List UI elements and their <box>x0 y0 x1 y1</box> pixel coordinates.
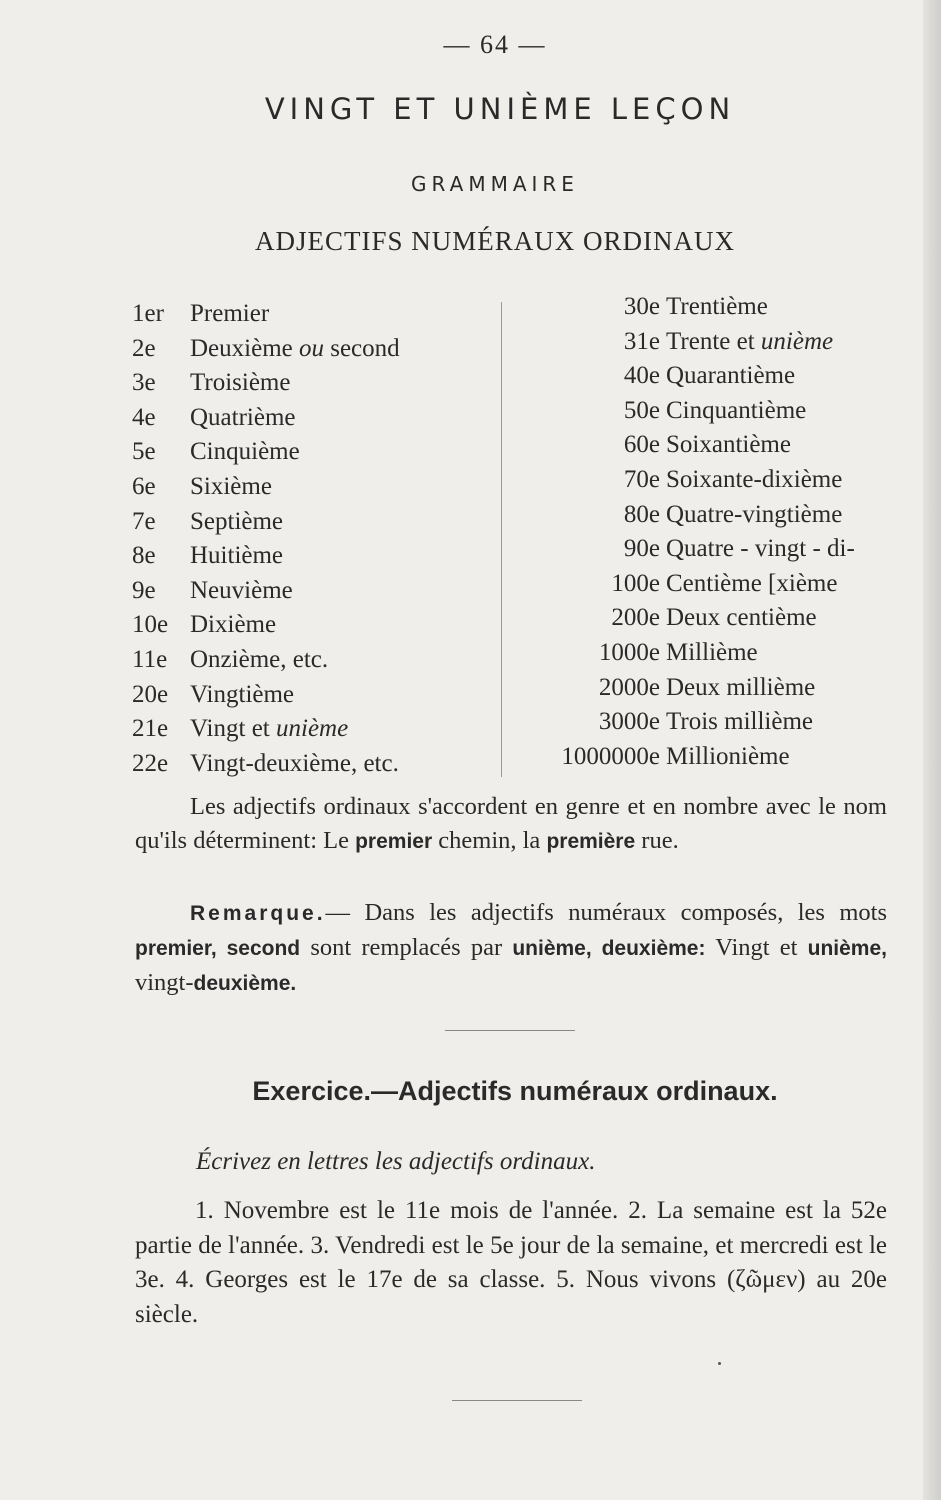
ordinal-italic: ou <box>298 334 324 362</box>
ordinal-row <box>132 750 502 785</box>
ordinal-number: 22e <box>132 749 169 777</box>
ordinal-row <box>512 501 902 536</box>
ordinal-row <box>512 328 902 363</box>
ordinal-word: Soixantième <box>666 431 791 459</box>
ordinal-row <box>512 743 902 778</box>
ordinal-word: Quatrième <box>190 403 296 431</box>
ordinal-word: Soixante-dixième <box>666 465 843 493</box>
ordinal-number: 100e <box>611 569 660 597</box>
ordinal-word: Trois millième <box>666 708 814 736</box>
remark-label: Remarque. <box>190 902 326 925</box>
ordinal-word: Cinquième <box>190 438 300 466</box>
page-edge <box>923 0 941 1500</box>
ordinal-word: Vingt-deuxième, etc. <box>190 749 399 777</box>
ordinal-number: 90e <box>623 535 660 563</box>
column-divider <box>501 302 502 777</box>
ordinal-word: Centième [xième <box>666 569 838 597</box>
section-heading: GRAMMAIRE <box>411 172 579 196</box>
ordinal-row <box>512 397 902 432</box>
ordinal-number: 50e <box>623 396 660 424</box>
ordinal-row <box>512 431 902 466</box>
bold-text: deuxième. <box>193 972 297 995</box>
ordinal-number: 10e <box>132 611 169 639</box>
ordinal-number: 6e <box>132 472 156 500</box>
ordinal-number: 1000e <box>598 638 660 666</box>
separator-line <box>445 1030 575 1031</box>
ordinal-row <box>512 466 902 501</box>
ordinal-number: 31e <box>623 327 660 355</box>
ordinal-word: Premier <box>190 300 270 327</box>
ordinal-number: 1er <box>132 300 164 327</box>
exercise-title: Exercice.—Adjectifs numéraux ordinaux. <box>252 1076 778 1106</box>
exercise-instruction: Écrivez en lettres les adjectifs ordinaux. <box>196 1148 596 1175</box>
ordinal-number: 2e <box>132 334 156 362</box>
text: Les adjectifs ordinaux s'accordent en genre et en nombre avec le nom qu'ils déterminent: Le <box>135 793 887 854</box>
text: chemin, la <box>432 827 547 854</box>
exercise-text: 1. Novembre est le 11e mois de l'année. 2. La semaine est la 52e partie de l'année. 3. Vendredi est le 5e jour de la semaine, et mercredi est le 3e. 4. Georges est le 17e de sa classe. 5. Nous vivons (ζῶμεν) au 20e siècle. <box>135 1197 887 1328</box>
lesson-title: VINGT ET UNIÈME LEÇON <box>264 92 736 126</box>
ordinal-row <box>512 708 902 743</box>
ordinal-row <box>132 300 502 335</box>
ordinal-number: 1000000e <box>561 742 660 770</box>
ordinal-number: 60e <box>623 431 660 459</box>
paragraph-agreement <box>135 790 887 859</box>
ordinal-row <box>512 604 902 639</box>
ordinal-word: Quatre-vingtième <box>666 500 843 528</box>
ordinal-word: Deux centième <box>666 604 817 632</box>
ordinal-word-rest: second <box>330 334 400 362</box>
ordinal-row <box>512 674 902 709</box>
bold-text: unième, deuxième: <box>512 937 706 960</box>
ordinal-row <box>512 570 902 605</box>
ordinal-word: Quatre - vingt - di- <box>666 535 855 563</box>
ordinal-row <box>512 639 902 674</box>
ordinal-number: 70e <box>623 465 660 493</box>
ordinal-number: 80e <box>623 500 660 528</box>
ordinal-number: 9e <box>132 576 156 604</box>
ordinal-row <box>132 577 502 612</box>
ordinal-row <box>512 293 902 328</box>
ordinal-row <box>132 681 502 716</box>
ordinal-word: Trente et <box>666 327 755 355</box>
ordinal-row <box>132 715 502 750</box>
ordinal-word: Dixième <box>190 611 277 639</box>
ordinal-row <box>132 508 502 543</box>
ordinal-number: 8e <box>132 542 156 570</box>
ordinal-italic: unième <box>276 715 349 743</box>
ink-dot <box>718 1362 721 1365</box>
ordinal-number: 3000e <box>598 708 660 736</box>
ordinal-row <box>132 404 502 439</box>
ordinal-italic: unième <box>760 327 834 355</box>
ordinal-row <box>132 438 502 473</box>
separator-line <box>452 1400 582 1401</box>
ordinal-number: 4e <box>132 403 156 431</box>
ordinal-number: 30e <box>623 293 660 320</box>
ordinal-word: Neuvième <box>190 576 293 604</box>
bold-text: première <box>546 830 636 853</box>
ordinal-number: 40e <box>623 362 660 390</box>
ordinal-number: 3e <box>132 369 156 397</box>
page-number: — 64 — <box>443 30 547 59</box>
ordinal-word: Millième <box>666 638 758 666</box>
ordinal-word: Huitième <box>190 542 284 570</box>
ordinal-word: Deuxième <box>190 334 293 362</box>
ordinal-row <box>132 335 502 370</box>
ordinal-row <box>132 369 502 404</box>
text: Vingt et <box>705 934 808 961</box>
ordinal-row <box>132 473 502 508</box>
ordinal-number: 11e <box>132 645 168 673</box>
ordinal-number: 200e <box>611 604 660 632</box>
ordinal-row <box>512 362 902 397</box>
paragraph-remark <box>135 896 887 1001</box>
ordinal-word: Cinquantième <box>666 396 807 424</box>
text: sont remplacés par <box>300 934 513 961</box>
ordinal-row <box>512 535 902 570</box>
ordinal-word: Deux millième <box>666 673 816 701</box>
bold-text: unième, <box>807 937 887 960</box>
ordinal-word: Vingt et <box>190 715 270 743</box>
ordinal-number: 20e <box>132 680 169 708</box>
ordinal-word: Sixième <box>190 472 272 500</box>
ordinal-word: Trentième <box>666 293 768 320</box>
ordinal-number: 5e <box>132 438 156 466</box>
ordinal-number: 7e <box>132 507 156 535</box>
ordinal-word: Septième <box>190 507 284 535</box>
subtitle: ADJECTIFS NUMÉRAUX ORDINAUX <box>254 226 735 256</box>
ordinal-row <box>132 542 502 577</box>
bold-text: premier <box>355 830 433 853</box>
ordinals-right-column <box>512 293 902 777</box>
text: rue. <box>635 827 679 854</box>
ordinal-number: 2000e <box>598 673 660 701</box>
ordinals-left-column <box>132 300 502 784</box>
text: vingt- <box>135 969 194 996</box>
ordinal-word: Onzième, etc. <box>190 645 329 673</box>
ordinal-row <box>132 611 502 646</box>
ordinal-word: Quarantième <box>666 362 796 390</box>
ordinal-row <box>132 646 502 681</box>
ordinal-word: Troisième <box>190 369 291 397</box>
ordinal-number: 21e <box>132 715 169 743</box>
bold-text: premier, second <box>135 937 301 960</box>
text: — Dans les adjectifs numéraux composés, les mots <box>325 899 887 926</box>
ordinal-word: Vingtième <box>190 680 295 708</box>
ordinal-word: Millionième <box>666 742 790 770</box>
